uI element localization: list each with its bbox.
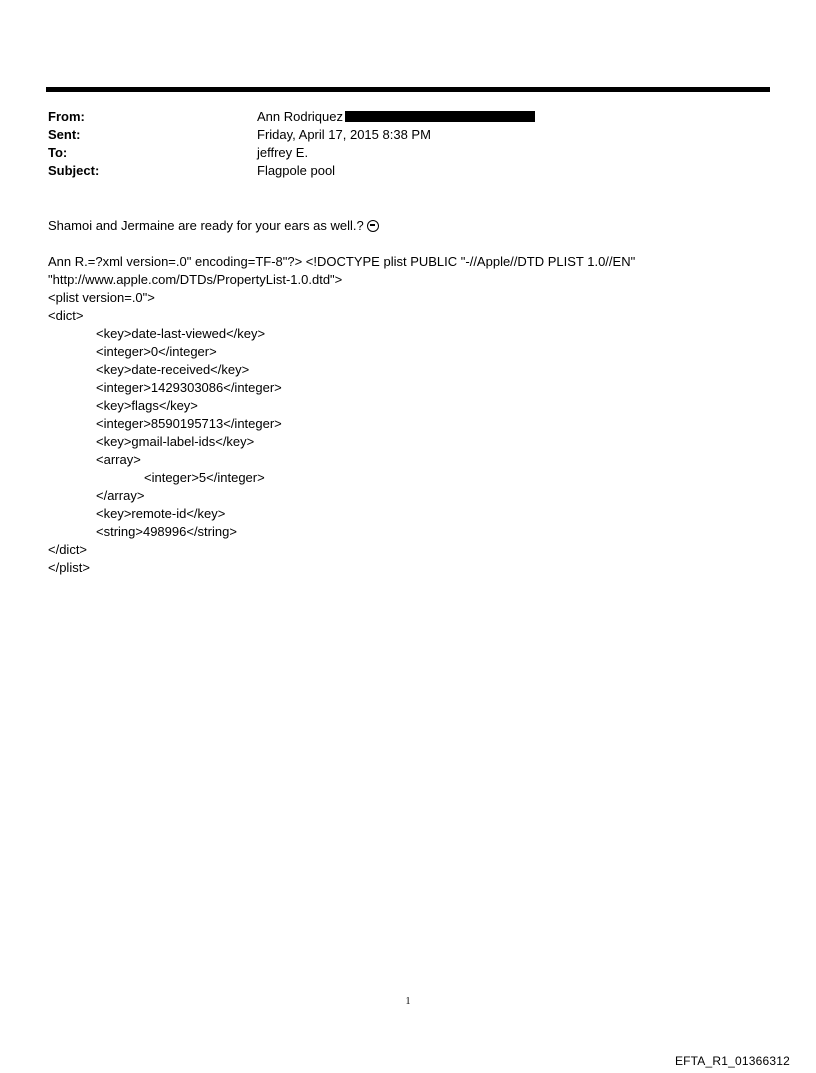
sent-value: Friday, April 17, 2015 8:38 PM: [257, 127, 431, 142]
to-value: jeffrey E.: [257, 145, 309, 160]
plist-line: <integer>0</integer>: [96, 344, 217, 359]
sent-label: Sent:: [48, 127, 81, 142]
plist-line: <key>date-received</key>: [96, 362, 250, 377]
plist-line: <key>remote-id</key>: [96, 506, 226, 521]
redacted-email: [345, 111, 535, 122]
subject-value: Flagpole pool: [257, 163, 336, 178]
message-line: [48, 217, 635, 235]
plist-line: "http://www.apple.com/DTDs/PropertyList-1.0.dtd">: [48, 272, 343, 287]
from-value: [257, 108, 535, 126]
email-body: [48, 217, 635, 577]
subject-label: Subject:: [48, 163, 100, 178]
plist-line: <integer>5</integer>: [144, 470, 265, 485]
plist-line: </plist>: [48, 560, 90, 575]
spacer: [48, 235, 635, 253]
header-rule: [46, 87, 770, 92]
plist-line: </dict>: [48, 542, 88, 557]
sender-name: Ann Rodriquez: [257, 109, 343, 124]
plist-line: <dict>: [48, 308, 84, 323]
plist-line: </array>: [96, 488, 145, 503]
plist-line: <integer>8590195713</integer>: [96, 416, 282, 431]
page-number: 1: [405, 996, 411, 1007]
to-label: To:: [48, 145, 68, 160]
plist-line: <key>gmail-label-ids</key>: [96, 434, 255, 449]
bates-number: EFTA_R1_01366312: [674, 1054, 790, 1068]
plist-line: <integer>1429303086</integer>: [96, 380, 282, 395]
plist-line: <array>: [96, 452, 141, 467]
emoji-icon: [367, 220, 379, 232]
from-label: From:: [48, 109, 85, 124]
plist-line: <plist version=.0">: [48, 290, 155, 305]
plist-line: Ann R.=?xml version=.0" encoding=TF-8"?> <!DOCTYPE plist PUBLIC "-//Apple//DTD PLIST 1.0//EN": [48, 254, 636, 269]
plist-line: <key>date-last-viewed</key>: [96, 326, 266, 341]
plist-line: <string>498996</string>: [96, 524, 237, 539]
plist-line: <key>flags</key>: [96, 398, 198, 413]
message-text: Shamoi and Jermaine are ready for your ears as well.?: [48, 218, 364, 233]
